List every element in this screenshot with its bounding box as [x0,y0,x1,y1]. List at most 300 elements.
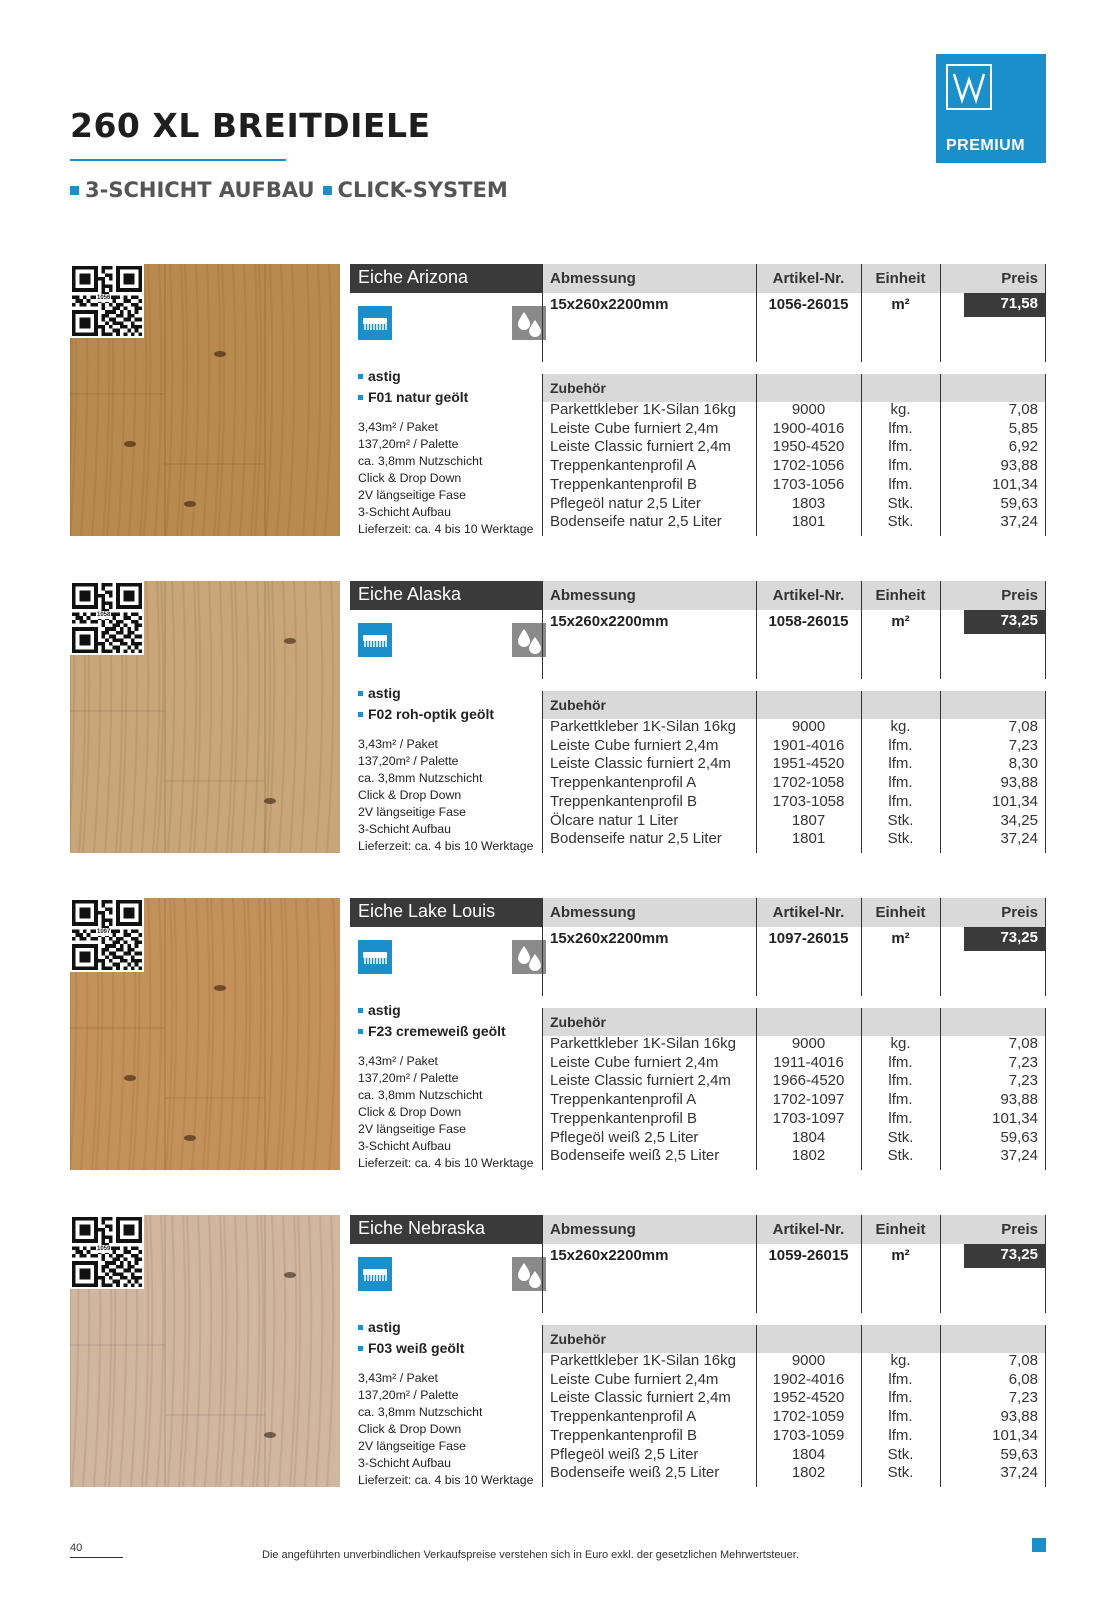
table-divider [940,898,941,996]
accessory-name: Leiste Cube furniert 2,4m [550,419,719,437]
page-number-rule [70,1557,123,1558]
oil-drops-icon [512,1257,546,1291]
accessory-article: 9000 [791,1035,826,1052]
spec-line: Lieferzeit: ca. 4 bis 10 Werktage [358,522,534,536]
accessory-name: Parkettkleber 1K-Silan 16kg [550,401,736,418]
page-subtitle [70,178,516,202]
feature-text: F03 weiß geölt [368,1340,465,1356]
accessory-price: 8,30 [1008,755,1038,773]
product-block [70,581,1046,853]
accessory-unit: lfm. [888,774,913,792]
feature-item [358,366,468,387]
feature-item [358,704,494,725]
spec-line: Click & Drop Down [358,788,462,802]
product-block [70,264,1046,536]
accessory-name: Parkettkleber 1K-Silan 16kg [550,718,736,735]
article-value: 1056-26015 [768,296,849,313]
spec-line: 3-Schicht Aufbau [358,1139,451,1153]
oil-drops-icon [512,623,546,657]
accessories-header-cell [757,1008,861,1036]
accessory-unit: lfm. [888,755,913,773]
accessory-unit: kg. [890,718,911,735]
accessory-price: 101,34 [992,475,1038,493]
accessory-price: 59,63 [1000,494,1038,512]
header-dimension: Abmessung [542,581,756,610]
feature-list [358,1317,464,1359]
accessory-price: 101,34 [992,792,1038,810]
price-disclaimer: Die angeführten unverbindlichen Verkaufspreise verstehen sich in Euro exkl. der gesetzlichen Mehrwertsteuer. [262,1549,799,1561]
dimension-value: 15x260x2200mm [550,1247,669,1264]
accessory-unit: lfm. [888,438,913,456]
table-divider [861,1008,862,1170]
spec-line: 3-Schicht Aufbau [358,1456,451,1470]
accessory-article: 1901-4016 [772,736,845,754]
table-divider [940,374,941,536]
accessory-name: Bodenseife natur 2,5 Liter [550,513,722,531]
spec-line: 137,20m² / Palette [358,437,459,451]
accessory-unit: kg. [890,401,911,418]
title-underline [70,159,286,161]
header-price: Preis [940,264,1046,293]
premium-badge [936,54,1046,163]
spec-line: ca. 3,8mm Nutzschicht [358,771,483,785]
spec-line: 3,43m² / Paket [358,1054,438,1068]
table-divider [940,1008,941,1170]
accessory-name: Pflegeöl natur 2,5 Liter [550,494,701,512]
accessory-price: 7,08 [1008,401,1038,418]
spec-line: 3-Schicht Aufbau [358,505,451,519]
product-name: Eiche Nebraska [350,1215,557,1244]
accessory-price: 37,24 [1000,830,1038,848]
table-divider [756,1008,757,1170]
accessory-article: 1951-4520 [772,755,845,773]
table-divider [756,898,757,996]
accessory-price: 34,25 [1000,811,1038,829]
spec-list [358,1370,533,1489]
accessory-name: Parkettkleber 1K-Silan 16kg [550,1035,736,1052]
accessory-unit: lfm. [888,1091,913,1109]
accessory-name: Treppenkantenprofil B [550,475,698,493]
accessory-price: 93,88 [1000,457,1038,475]
accessory-price: 93,88 [1000,774,1038,792]
accessory-unit: lfm. [888,792,913,810]
spec-list [358,1053,533,1172]
accessory-price: 93,88 [1000,1091,1038,1109]
spec-line: ca. 3,8mm Nutzschicht [358,454,483,468]
accessory-price: 101,34 [992,1109,1038,1127]
accessory-name: Pflegeöl weiß 2,5 Liter [550,1128,699,1146]
accessory-name: Bodenseife weiß 2,5 Liter [550,1464,720,1482]
bullet-square-icon [358,374,363,379]
oil-drops-icon [512,940,546,974]
accessory-name: Treppenkantenprofil A [550,1408,697,1426]
accessory-name: Leiste Classic furniert 2,4m [550,1072,731,1090]
accessory-unit: lfm. [888,1072,913,1090]
spec-line: 3-Schicht Aufbau [358,822,451,836]
feature-item [358,1021,506,1042]
accessory-price: 7,23 [1008,1389,1038,1407]
accessory-price: 59,63 [1000,1445,1038,1463]
table-divider [940,1325,941,1487]
dimension-value: 15x260x2200mm [550,930,669,947]
header-price: Preis [940,581,1046,610]
qr-code[interactable] [70,581,144,655]
accessory-name: Treppenkantenprofil A [550,774,697,792]
product-name: Eiche Alaska [350,581,557,610]
spec-line: Click & Drop Down [358,1105,462,1119]
header-unit: Einheit [861,581,940,610]
table-divider [861,581,862,679]
qr-code[interactable] [70,1215,144,1289]
table-divider [1045,1215,1046,1313]
table-divider [542,1215,543,1313]
accessories-header: Zubehör [542,691,756,719]
table-divider [861,1325,862,1487]
accessory-unit: lfm. [888,1389,913,1407]
accessory-name: Treppenkantenprofil B [550,1426,698,1444]
accessory-price: 37,24 [1000,1464,1038,1482]
feature-item [358,1000,506,1021]
table-divider [542,264,543,362]
accessory-article: 1801 [791,513,826,531]
table-divider [542,374,543,536]
accessory-price: 7,08 [1008,1352,1038,1369]
accessory-name: Leiste Classic furniert 2,4m [550,1389,731,1407]
feature-text: F02 roh-optik geölt [368,706,494,722]
subtitle-text: 3-SCHICHT AUFBAU [85,178,315,202]
accessory-article: 1900-4016 [772,419,845,437]
accessory-name: Pflegeöl weiß 2,5 Liter [550,1445,699,1463]
accessories-header-cell [757,691,861,719]
accessory-unit: lfm. [888,1408,913,1426]
accessories-header: Zubehör [542,1325,756,1353]
price-value: 73,25 [964,1244,1046,1268]
feature-item [358,1317,464,1338]
accessory-price: 7,23 [1008,736,1038,754]
accessory-price: 37,24 [1000,513,1038,531]
header-article: Artikel-Nr. [756,898,861,927]
brand-logo-icon [946,64,992,110]
accessory-unit: lfm. [888,1053,913,1071]
table-divider [542,898,543,996]
spec-line: 2V längseitige Fase [358,488,467,502]
accessory-article: 1702-1056 [772,457,845,475]
accessories-header-cell [862,1325,940,1353]
feature-text: astig [368,1319,401,1335]
feature-text: astig [368,1002,401,1018]
accessory-article: 1952-4520 [772,1389,845,1407]
feature-text: F01 natur geölt [368,389,469,405]
header-price: Preis [940,898,1046,927]
header-unit: Einheit [861,1215,940,1244]
subtitle-text: CLICK-SYSTEM [337,178,508,202]
header-price: Preis [940,1215,1046,1244]
brushed-icon [358,623,392,657]
premium-label: PREMIUM [946,137,1026,154]
accessories-header-cell [862,1008,940,1036]
table-divider [940,264,941,362]
spec-list [358,419,533,538]
spec-line: 2V längseitige Fase [358,805,467,819]
unit-value: m² [891,296,910,313]
bullet-square-icon [323,186,332,195]
accessory-article: 1802 [791,1147,826,1165]
feature-text: astig [368,368,401,384]
accessory-price: 6,08 [1008,1370,1038,1388]
accessory-name: Leiste Classic furniert 2,4m [550,755,731,773]
table-divider [1045,1325,1046,1487]
accessory-unit: Stk. [887,1464,914,1482]
accessory-article: 1804 [791,1128,826,1146]
brushed-icon [358,306,392,340]
accessory-unit: lfm. [888,419,913,437]
accessory-article: 1702-1059 [772,1408,845,1426]
accessories-header-cell [757,374,861,402]
feature-item [358,1338,464,1359]
table-divider [861,691,862,853]
table-divider [542,1008,543,1170]
table-divider [940,691,941,853]
price-value: 73,25 [964,927,1046,951]
header-dimension: Abmessung [542,898,756,927]
accessories-header: Zubehör [542,1008,756,1036]
feature-item [358,683,494,704]
accessory-article: 1950-4520 [772,438,845,456]
brushed-icon [358,1257,392,1291]
accessories-header-cell [941,691,1046,719]
accessory-name: Leiste Cube furniert 2,4m [550,1370,719,1388]
accessory-article: 1911-4016 [773,1053,844,1071]
accessory-name: Treppenkantenprofil B [550,792,698,810]
accessory-article: 1703-1058 [772,792,845,810]
accessory-article: 1803 [791,494,826,512]
bullet-square-icon [358,712,363,717]
header-article: Artikel-Nr. [756,581,861,610]
page-number: 40 [70,1542,83,1554]
accessory-name: Treppenkantenprofil B [550,1109,698,1127]
accessory-unit: kg. [890,1035,911,1052]
corner-square-icon [1032,1538,1046,1552]
accessory-price: 7,08 [1008,1035,1038,1052]
table-divider [1045,374,1046,536]
accessory-price: 6,92 [1008,438,1038,456]
subtitle-item [70,178,315,202]
accessory-price: 7,08 [1008,718,1038,735]
table-divider [756,691,757,853]
product-name: Eiche Lake Louis [350,898,557,927]
accessory-unit: Stk. [887,830,914,848]
accessories-header-cell [862,691,940,719]
article-value: 1058-26015 [768,613,849,630]
table-divider [1045,691,1046,853]
accessory-price: 93,88 [1000,1408,1038,1426]
dimension-value: 15x260x2200mm [550,613,669,630]
accessory-unit: lfm. [888,1370,913,1388]
spec-line: Lieferzeit: ca. 4 bis 10 Werktage [358,1473,534,1487]
accessory-article: 1802 [791,1464,826,1482]
accessory-unit: Stk. [887,1128,914,1146]
spec-line: ca. 3,8mm Nutzschicht [358,1405,483,1419]
spec-line: 3,43m² / Paket [358,420,438,434]
table-divider [756,264,757,362]
accessory-article: 9000 [791,718,826,735]
product-name: Eiche Arizona [350,264,557,293]
oil-drops-icon [512,306,546,340]
accessories-header: Zubehör [542,374,756,402]
article-value: 1097-26015 [768,930,849,947]
accessory-unit: lfm. [888,475,913,493]
spec-line: 3,43m² / Paket [358,1371,438,1385]
accessory-unit: Stk. [887,513,914,531]
spec-line: 137,20m² / Palette [358,754,459,768]
table-divider [756,1215,757,1313]
product-block [70,898,1046,1170]
table-divider [861,374,862,536]
subtitle-item [323,178,508,202]
header-dimension: Abmessung [542,1215,756,1244]
accessory-price: 7,23 [1008,1053,1038,1071]
qr-code[interactable] [70,264,144,338]
accessory-price: 7,23 [1008,1072,1038,1090]
table-divider [861,898,862,996]
accessory-article: 1902-4016 [772,1370,845,1388]
header-unit: Einheit [861,898,940,927]
header-dimension: Abmessung [542,264,756,293]
unit-value: m² [891,1247,910,1264]
accessory-article: 1703-1056 [772,475,845,493]
feature-list [358,683,494,725]
accessory-article: 1966-4520 [772,1072,845,1090]
price-value: 73,25 [964,610,1046,634]
accessory-name: Leiste Cube furniert 2,4m [550,736,719,754]
table-divider [861,264,862,362]
bullet-square-icon [358,1008,363,1013]
accessory-unit: Stk. [887,1147,914,1165]
table-divider [1045,581,1046,679]
accessory-article: 1703-1059 [772,1426,845,1444]
table-divider [756,374,757,536]
accessory-name: Bodenseife natur 2,5 Liter [550,830,722,848]
table-divider [861,1215,862,1313]
spec-line: 137,20m² / Palette [358,1071,459,1085]
table-divider [940,581,941,679]
table-divider [542,1325,543,1487]
accessory-name: Treppenkantenprofil A [550,457,697,475]
accessories-header-cell [941,1325,1046,1353]
accessory-unit: lfm. [888,1426,913,1444]
table-divider [756,581,757,679]
accessory-unit: kg. [890,1352,911,1369]
unit-value: m² [891,613,910,630]
accessory-article: 1702-1097 [772,1091,845,1109]
accessory-name: Treppenkantenprofil A [550,1091,697,1109]
accessories-header-cell [757,1325,861,1353]
feature-item [358,387,468,408]
qr-code-label: 1056 [97,295,111,301]
spec-line: 2V längseitige Fase [358,1122,467,1136]
accessory-name: Parkettkleber 1K-Silan 16kg [550,1352,736,1369]
bullet-square-icon [358,691,363,696]
qr-code-label: 1058 [97,612,111,618]
accessories-header-cell [941,1008,1046,1036]
product-block [70,1215,1046,1487]
table-divider [542,581,543,679]
bullet-square-icon [70,186,79,195]
bullet-square-icon [358,1346,363,1351]
feature-text: astig [368,685,401,701]
accessory-unit: Stk. [887,1445,914,1463]
brushed-icon [358,940,392,974]
spec-line: 2V längseitige Fase [358,1439,467,1453]
qr-code[interactable] [70,898,144,972]
bullet-square-icon [358,1325,363,1330]
accessory-article: 9000 [791,1352,826,1369]
accessory-name: Bodenseife weiß 2,5 Liter [550,1147,720,1165]
accessory-unit: lfm. [888,1109,913,1127]
spec-line: 3,43m² / Paket [358,737,438,751]
accessory-name: Leiste Cube furniert 2,4m [550,1053,719,1071]
table-divider [542,691,543,853]
spec-line: ca. 3,8mm Nutzschicht [358,1088,483,1102]
spec-line: 137,20m² / Palette [358,1388,459,1402]
accessories-header-cell [941,374,1046,402]
accessory-unit: Stk. [887,811,914,829]
spec-line: Click & Drop Down [358,471,462,485]
accessory-unit: lfm. [888,736,913,754]
spec-line: Lieferzeit: ca. 4 bis 10 Werktage [358,839,534,853]
dimension-value: 15x260x2200mm [550,296,669,313]
feature-list [358,1000,506,1042]
spec-line: Lieferzeit: ca. 4 bis 10 Werktage [358,1156,534,1170]
header-article: Artikel-Nr. [756,1215,861,1244]
qr-code-label: 1059 [97,1246,111,1252]
price-value: 71,58 [964,293,1046,317]
feature-list [358,366,468,408]
accessory-name: Leiste Classic furniert 2,4m [550,438,731,456]
accessory-article: 1807 [791,811,826,829]
table-divider [1045,264,1046,362]
header-unit: Einheit [861,264,940,293]
feature-text: F23 cremeweiß geölt [368,1023,506,1039]
accessory-article: 1801 [791,830,826,848]
accessory-article: 1703-1097 [772,1109,845,1127]
bullet-square-icon [358,1029,363,1034]
article-value: 1059-26015 [768,1247,849,1264]
table-divider [756,1325,757,1487]
accessory-price: 101,34 [992,1426,1038,1444]
header-article: Artikel-Nr. [756,264,861,293]
accessory-unit: lfm. [888,457,913,475]
accessory-price: 37,24 [1000,1147,1038,1165]
accessory-unit: Stk. [887,494,914,512]
unit-value: m² [891,930,910,947]
spec-line: Click & Drop Down [358,1422,462,1436]
accessory-price: 59,63 [1000,1128,1038,1146]
accessory-article: 9000 [791,401,826,418]
accessory-article: 1702-1058 [772,774,845,792]
accessory-price: 5,85 [1008,419,1038,437]
accessory-article: 1804 [791,1445,826,1463]
spec-list [358,736,533,855]
table-divider [940,1215,941,1313]
qr-code-label: 1097 [97,929,111,935]
table-divider [1045,898,1046,996]
table-divider [1045,1008,1046,1170]
bullet-square-icon [358,395,363,400]
page-title: 260 XL BREITDIELE [70,106,431,145]
accessory-name: Ölcare natur 1 Liter [550,811,679,829]
accessories-header-cell [862,374,940,402]
